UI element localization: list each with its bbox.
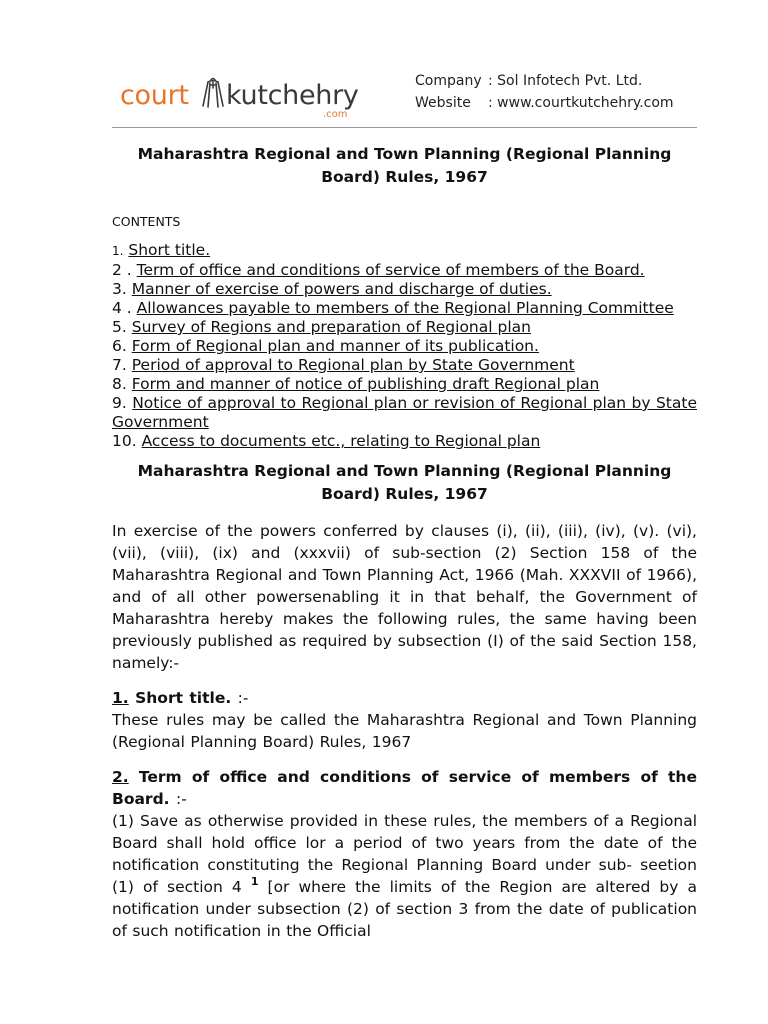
- section-1-body: These rules may be called the Maharashtra Regional and Town Planning (Regional Planning Board) Rules, 1967: [112, 711, 697, 751]
- toc-item-link[interactable]: Period of approval to Regional plan by State Government: [131, 356, 575, 374]
- toc-item-link[interactable]: Notice of approval to Regional plan or revision of Regional plan by State Government: [112, 394, 697, 431]
- toc-item[interactable]: [112, 261, 697, 280]
- page-header: [0, 0, 768, 130]
- toc-item-link[interactable]: Form of Regional plan and manner of its publication.: [131, 337, 539, 355]
- toc-item-number: 10.: [112, 432, 137, 450]
- section-number: 1.: [112, 689, 129, 707]
- logo-text-kutchehry: kutchehry: [226, 80, 359, 111]
- section-title: Term of office and conditions of service of members of the Board.: [112, 768, 697, 808]
- toc-item[interactable]: [112, 318, 697, 337]
- toc-item[interactable]: [112, 299, 697, 318]
- toc-item-link[interactable]: Access to documents etc., relating to Regional plan: [141, 432, 541, 450]
- contents-label: CONTENTS: [112, 214, 181, 229]
- website-row: [415, 92, 674, 114]
- toc-item[interactable]: [112, 280, 697, 299]
- toc-item-number: 6.: [112, 337, 127, 355]
- logo-text-com: .com: [323, 109, 348, 120]
- toc-item[interactable]: [112, 356, 697, 375]
- toc-item-link[interactable]: Survey of Regions and preparation of Regional plan: [131, 318, 531, 336]
- document-body: [112, 143, 697, 942]
- preamble-paragraph: In exercise of the powers conferred by clauses (i), (ii), (iii), (iv), (v). (vi), (vii), (viii), (ix) and (xxxvii) of sub-section (2) Section 158 of the Maharashtra Regional and Town Planning Act, 1966 (Mah. XXXVII of 1966), and of all other powersenabling it in that behalf, the Government of Maharashtra hereby makes the following rules, the same having been previously published as required by subsection (I) of the said Section 158, namely:-: [112, 522, 697, 672]
- toc-item-link[interactable]: Form and manner of notice of publishing draft Regional plan: [131, 375, 600, 393]
- toc-item[interactable]: [112, 337, 697, 356]
- toc-item-number: 5.: [112, 318, 127, 336]
- toc-item-link[interactable]: Manner of exercise of powers and discharge of duties.: [131, 280, 552, 298]
- logo-text-court: court: [120, 80, 189, 111]
- toc-item[interactable]: [112, 394, 697, 432]
- section-heading-suffix: :-: [175, 790, 187, 808]
- section-2-body-continuation: [or where the limits of the Region are altered by a notification under subsection (2) of section 3 from the date of publication of such notification in the Official: [112, 878, 697, 940]
- toc-item[interactable]: [112, 241, 697, 261]
- toc-item[interactable]: [112, 375, 697, 394]
- header-divider: [112, 127, 697, 128]
- company-info: [415, 70, 674, 114]
- company-label: Company: [415, 73, 482, 89]
- section-heading-suffix: :-: [237, 689, 249, 707]
- toc-item-number: 1.: [112, 244, 124, 258]
- toc-item-number: 7.: [112, 356, 127, 374]
- toc-item[interactable]: [112, 432, 697, 451]
- toc-item-number: 3.: [112, 280, 127, 298]
- toc-item-link[interactable]: Allowances payable to members of the Regional Planning Committee: [136, 299, 674, 317]
- robed-figure-icon: [199, 76, 227, 112]
- company-value: : Sol Infotech Pvt. Ltd.: [488, 73, 643, 89]
- section-1-heading: [112, 687, 697, 709]
- section-2-heading: [112, 766, 697, 810]
- website-label: Website: [415, 95, 471, 111]
- toc-item-link[interactable]: Term of office and conditions of service of members of the Board.: [136, 261, 645, 279]
- table-of-contents: [112, 241, 697, 451]
- document-title-repeat: Maharashtra Regional and Town Planning (Regional Planning Board) Rules, 1967: [137, 462, 672, 503]
- section-number: 2.: [112, 768, 129, 786]
- company-row: [415, 70, 674, 92]
- section-2-body-text: (1) Save as otherwise provided in these rules, the members of a Regional Board shall hold office lor a period of two years from the date of the notification constituting the Regional Planning Board under sub- seetion (1) of section 4: [112, 812, 697, 896]
- toc-item-number: 9.: [112, 394, 127, 412]
- footnote-reference[interactable]: 1: [250, 875, 259, 888]
- section-2-body: [112, 810, 697, 942]
- document-title: Maharashtra Regional and Town Planning (Regional Planning Board) Rules, 1967: [137, 145, 672, 186]
- website-value[interactable]: : www.courtkutchehry.com: [488, 95, 674, 111]
- toc-item-link[interactable]: Short title.: [128, 241, 211, 259]
- toc-item-number: 8.: [112, 375, 127, 393]
- section-title: Short title.: [135, 689, 232, 707]
- toc-item-number: 4 .: [112, 299, 132, 317]
- toc-item-number: 2 .: [112, 261, 132, 279]
